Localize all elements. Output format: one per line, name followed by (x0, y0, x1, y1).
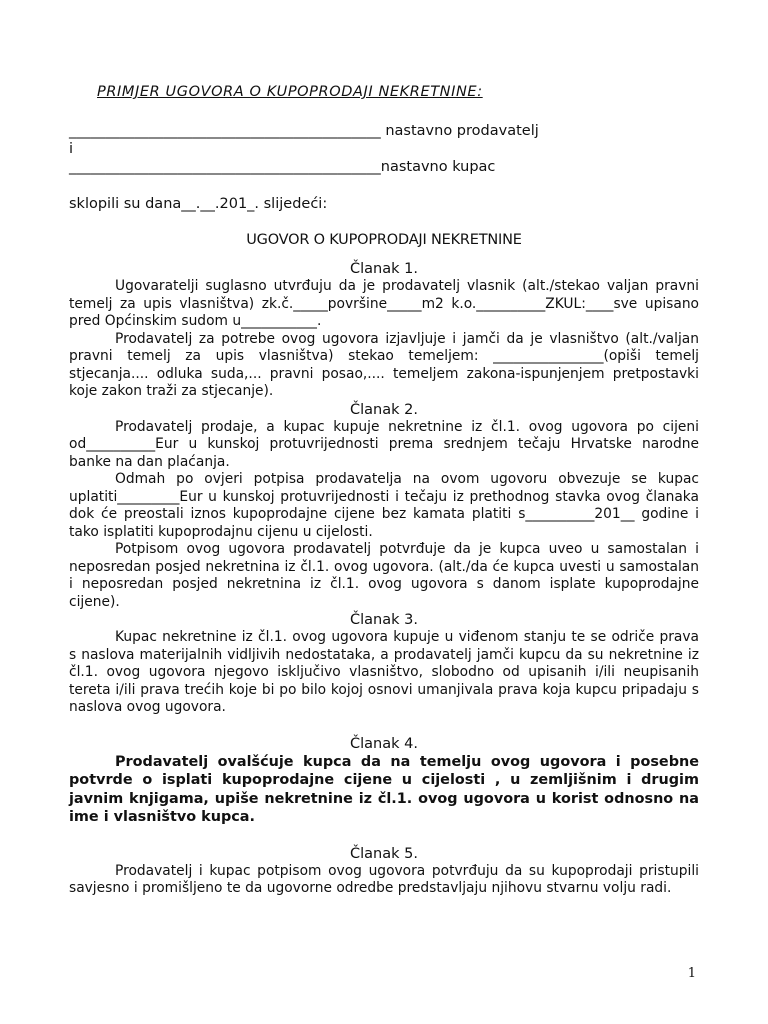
article-3-heading: Članak 3. (350, 612, 418, 628)
article-2-paragraph-3: Potpisom ovog ugovora prodavatelj potvrđuje da je kupca uveo u samostalan i neposredan posjed nekretnina iz čl.1. ovog ugovora. (alt./da će kupca uvesti u samostalan i neposredan posjed nekretnina iz čl.1. ovog ugovora s danom isplate kupoprodajne cijene). (69, 541, 699, 610)
article-1-heading: Članak 1. (350, 261, 418, 277)
article-1-paragraph-1: Ugovaratelji suglasno utvrđuju da je prodavatelj vlasnik (alt./stekao valjan pravni temelj za upis vlasništva) zk.č._____površine_____m2 k.o.__________ZKUL:____sve upisano pred Općinskim sudom u___________. (69, 278, 699, 329)
seller-line: ___________________________________________ nastavno prodavatelj (69, 123, 539, 139)
article-2-paragraph-2: Odmah po ovjeri potpisa prodavatelja na ovom ugovoru obvezuje se kupac uplatiti_________Eur u kunskoj protuvrijednosti i tečaju iz prethodnog stavka ovog članaka dok će preostali iznos kupoprodajne cijene bez kamata platiti s__________201__ godine i tako isplatiti kupoprodajnu cijenu u cijelosti. (69, 471, 699, 540)
document-page (69, 80, 699, 898)
contract-title: UGOVOR O KUPOPRODAJI NEKRETNINE (246, 232, 522, 248)
conjunction-i: i (69, 141, 74, 157)
article-2-paragraph-1: Prodavatelj prodaje, a kupac kupuje nekretnine iz čl.1. ovog ugovora po cijeni od__________Eur u kunskoj protuvrijednosti prema srednjem tečaju Hrvatske narodne banke na dan plaćanja. (69, 418, 699, 470)
article-5-heading: Članak 5. (350, 845, 418, 862)
article-2-heading: Članak 2. (350, 401, 418, 418)
article-3-paragraph-1: Kupac nekretnine iz čl.1. ovog ugovora kupuje u viđenom stanju te se odriče prava s naslova materijalnih vidljivih nedostataka, a prodavatelj jamči kupcu da su nekretnine iz čl.1. ovog ugovora njegovo isključivo vlasništvo, slobodno od upisanih i/ili neupisanih tereta i/ili prava trećih koje bi po bilo kojoj osnovi umanjivala prava koja kupcu pripadaju s naslova ovog ugovora. (69, 629, 699, 715)
article-1-paragraph-2: Prodavatelj za potrebe ovog ugovora izjavljuje i jamči da je vlasništvo (alt./valjan pravni temelj za upis vlasništva) stekao temeljem: ________________(opiši temelj stjecanja.... odluka suda,... pravni posao,.... temeljem zakona-ispunjenjem pretpostavki koje zakon traži za stjecanje). (69, 330, 699, 399)
document-heading: PRIMJER UGOVORA O KUPOPRODAJI NEKRETNINE: (97, 84, 483, 100)
page-number: 1 (687, 966, 696, 981)
buyer-line: ___________________________________________nastavno kupac (69, 159, 496, 175)
article-4-paragraph-1: Prodavatelj ovalšćuje kupca da na temelju ovog ugovora i posebne potvrde o isplati kupoprodajne cijene u cijelosti , u zemljišnim i drugim javnim knjigama, upiše nekretnine iz čl.1. ovog ugovora u korist odnosno na ime i vlasništvo kupca. (69, 753, 699, 825)
spacer (69, 827, 699, 845)
article-5-paragraph-1: Prodavatelj i kupac potpisom ovog ugovora potvrđuju da su kupoprodaji pristupili savjesno i promišljeno te da ugovorne odredbe predstavljaju njihovu stvarnu volju radi. (69, 862, 699, 896)
spacer (69, 717, 699, 735)
contract-date-line: sklopili su dana__.__.201_. slijedeći: (69, 196, 328, 212)
article-4-heading: Članak 4. (350, 735, 418, 752)
